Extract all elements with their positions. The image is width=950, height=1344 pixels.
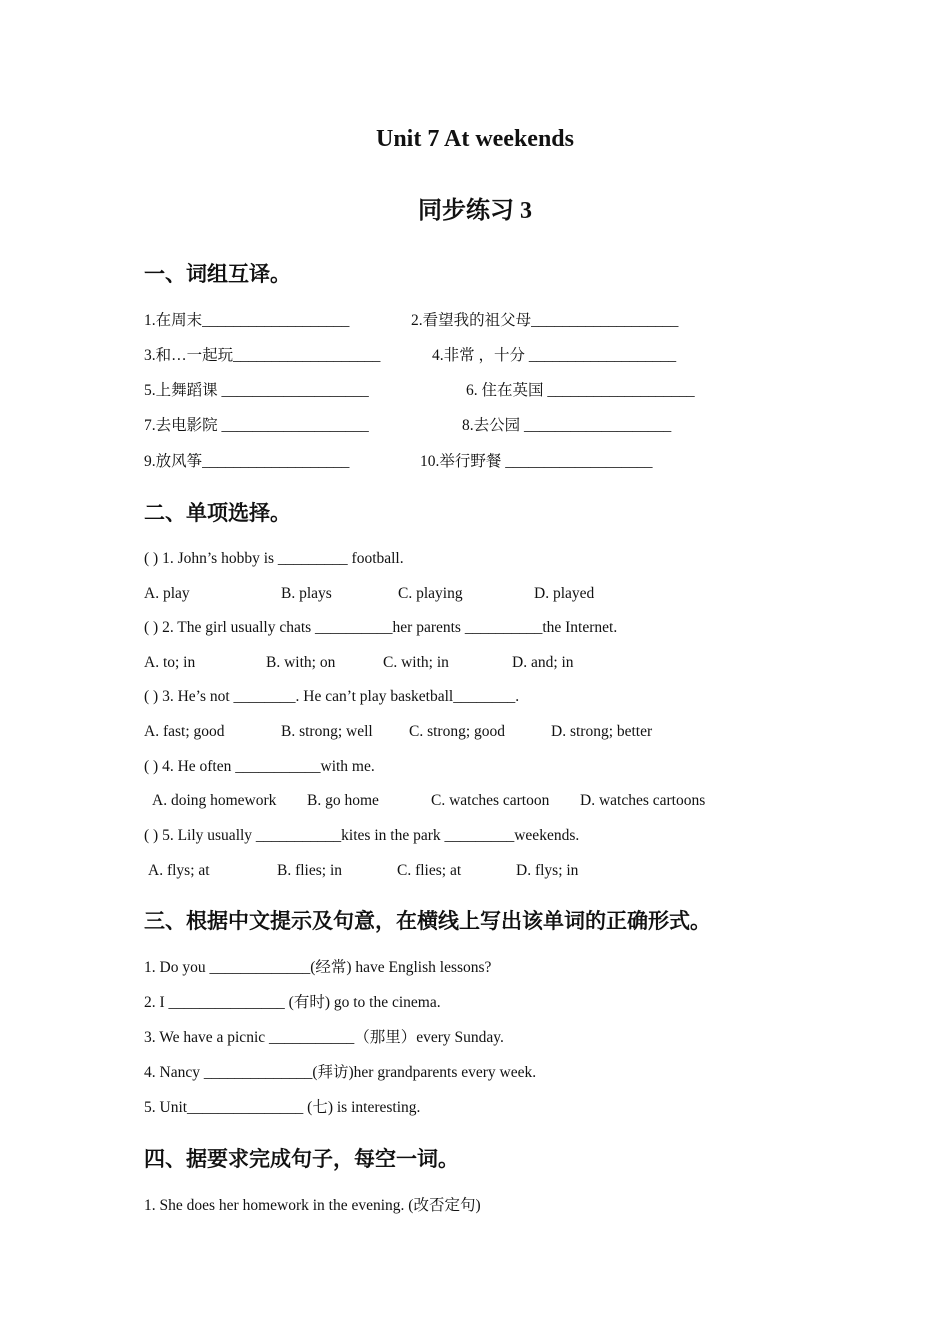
fill-item-5: 5. Unit_______________ (七) is interesting. [144,1099,421,1116]
q3-option-c: C. strong; good [409,723,506,740]
q4-option-c: C. watches cartoon [431,792,550,809]
q1-option-b: B. plays [281,585,332,602]
section-4-heading: 四、据要求完成句子，每空一词。 [144,1147,459,1171]
phrase-item-5: 5.上舞蹈课 ___________________ [144,382,369,399]
q3-option-a: A. fast; good [144,723,225,740]
fill-item-2: 2. I _______________ (有时) go to the cinema. [144,994,441,1011]
q5-option-c: C. flies; at [397,862,462,879]
phrase-item-1: 1.在周末___________________ [144,312,350,329]
q1-option-c: C. playing [398,585,463,602]
question-4: ( ) 4. He often ___________with me. [144,758,375,775]
phrase-item-6: 6. 住在英国 ___________________ [466,382,695,399]
question-5: ( ) 5. Lily usually ___________kites in the park _________weekends. [144,827,580,844]
phrase-item-3: 3.和…一起玩___________________ [144,347,381,364]
fill-item-3: 3. We have a picnic ___________（那里）every Sunday. [144,1029,504,1046]
phrase-item-2: 2.看望我的祖父母___________________ [411,312,679,329]
phrase-item-4: 4.非常 ，十分 ___________________ [432,347,677,364]
q4-option-a: A. doing homework [152,792,277,809]
q1-option-a: A. play [144,585,190,602]
q2-option-b: B. with; on [266,654,336,671]
section-1-heading: 一、词组互译。 [144,262,291,286]
question-3: ( ) 3. He’s not ________. He can’t play basketball________. [144,688,520,705]
q3-option-d: D. strong; better [551,723,653,740]
q4-option-b: B. go home [307,792,379,809]
section-3-heading: 三、根据中文提示及句意，在横线上写出该单词的正确形式。 [144,909,711,933]
q2-option-a: A. to; in [144,654,196,671]
q1-option-d: D. played [534,585,595,602]
phrase-item-7: 7.去电影院 ___________________ [144,417,369,434]
q4-option-d: D. watches cartoons [580,792,706,809]
fill-item-1: 1. Do you _____________(经常) have English lessons? [144,959,492,976]
question-1: ( ) 1. John’s hobby is _________ football. [144,550,404,567]
q5-option-b: B. flies; in [277,862,343,879]
phrase-item-10: 10.举行野餐 ___________________ [420,453,653,470]
rewrite-item-1: 1. She does her homework in the evening. (改否定句) [144,1197,481,1214]
phrase-item-8: 8.去公园 ___________________ [462,417,672,434]
q2-option-c: C. with; in [383,654,449,671]
q5-option-d: D. flys; in [516,862,579,879]
q2-option-d: D. and; in [512,654,574,671]
section-2-heading: 二、单项选择。 [144,501,291,525]
question-2: ( ) 2. The girl usually chats __________her parents __________the Internet. [144,619,618,636]
fill-item-4: 4. Nancy ______________(拜访)her grandparents every week. [144,1064,537,1081]
worksheet-subtitle: 同步练习 3 [418,198,532,224]
q5-option-a: A. flys; at [148,862,210,879]
q3-option-b: B. strong; well [281,723,373,740]
worksheet-title: Unit 7 At weekends [375,126,574,152]
phrase-item-9: 9.放风筝___________________ [144,453,350,470]
